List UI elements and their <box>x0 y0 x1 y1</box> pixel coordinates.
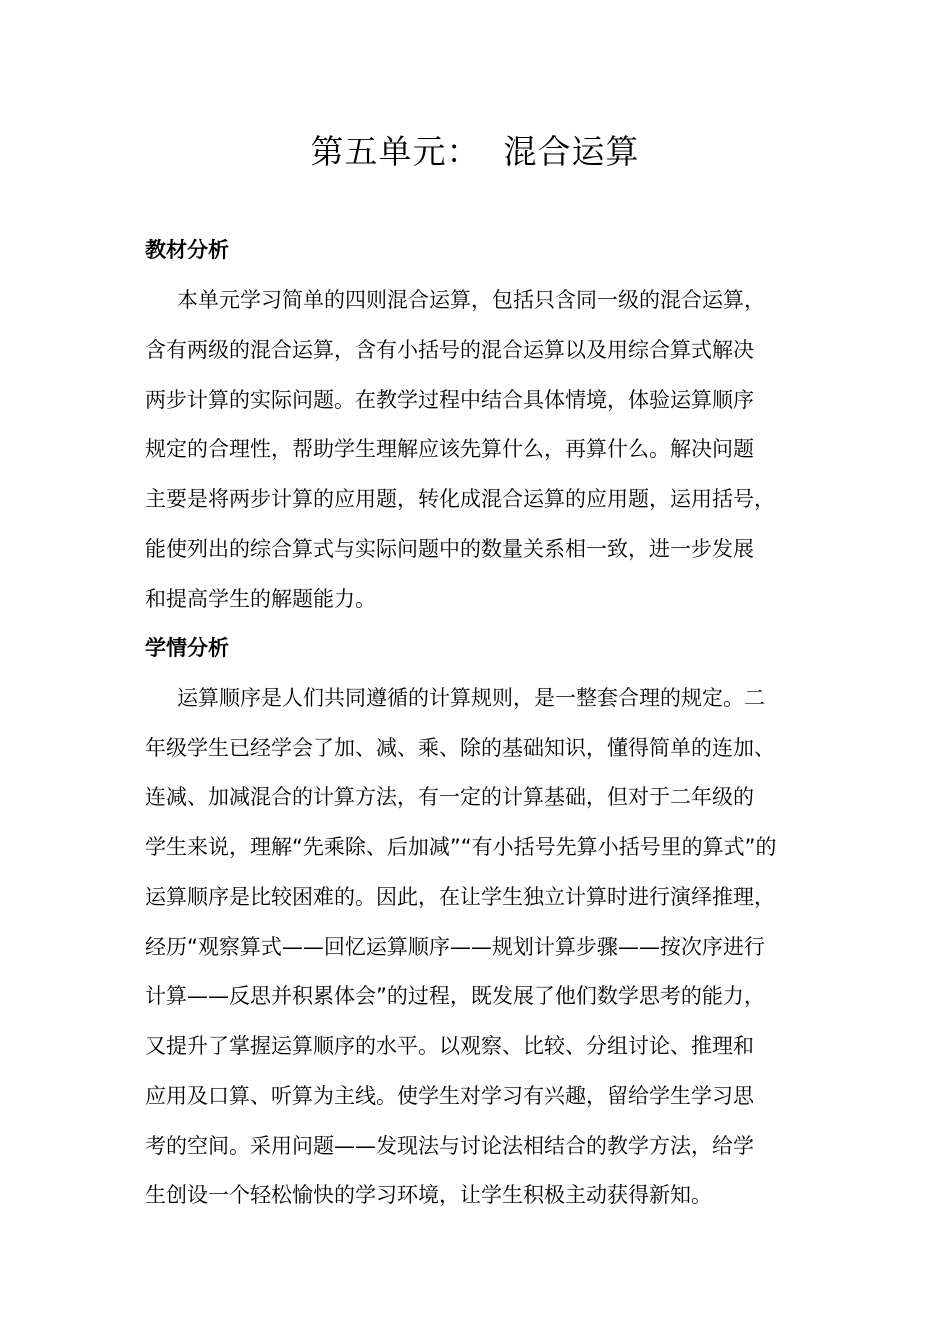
paragraph-line: 能使列出的综合算式与实际问题中的数量关系相一致，进一步发展 <box>145 537 754 561</box>
paragraph-line: 本单元学习简单的四则混合运算，包括只含同一级的混合运算， <box>177 288 765 312</box>
paragraph-line: 主要是将两步计算的应用题，转化成混合运算的应用题，运用括号， <box>145 487 775 511</box>
page-title: 第五单元： 混合运算 <box>310 132 640 171</box>
paragraph-line: 连减、加减混合的计算方法，有一定的计算基础，但对于二年级的 <box>145 785 754 809</box>
paragraph-line: 又提升了掌握运算顺序的水平。以观察、比较、分组讨论、推理和 <box>145 1034 754 1058</box>
paragraph-line: 学生来说，理解“先乘除、后加减”“有小括号先算小括号里的算式”的 <box>145 835 777 859</box>
paragraph-line: 生创设一个轻松愉快的学习环境，让学生积极主动获得新知。 <box>145 1183 712 1207</box>
paragraph-line: 和提高学生的解题能力。 <box>145 587 376 611</box>
paragraph-line: 规定的合理性，帮助学生理解应该先算什么，再算什么。解决问题 <box>145 437 754 461</box>
paragraph-line: 经历“观察算式——回忆运算顺序——规划计算步骤——按次序进行 <box>145 935 765 959</box>
paragraph-line: 两步计算的实际问题。在教学过程中结合具体情境，体验运算顺序 <box>145 388 754 412</box>
paragraph-line: 计算——反思并积累体会”的过程，既发展了他们数学思考的能力， <box>145 984 765 1008</box>
section-heading-student-analysis: 学情分析 <box>145 636 229 660</box>
paragraph-line: 应用及口算、听算为主线。使学生对学习有兴趣，留给学生学习思 <box>145 1084 754 1108</box>
paragraph-line: 年级学生已经学会了加、减、乘、除的基础知识，懂得简单的连加、 <box>145 736 775 760</box>
paragraph-line: 含有两级的混合运算，含有小括号的混合运算以及用综合算式解决 <box>145 338 754 362</box>
paragraph-line: 运算顺序是比较困难的。因此，在让学生独立计算时进行演绎推理， <box>145 885 775 909</box>
paragraph-line: 考的空间。采用问题——发现法与讨论法相结合的教学方法，给学 <box>145 1134 754 1158</box>
section-heading-textbook-analysis: 教材分析 <box>145 238 229 262</box>
paragraph-line: 运算顺序是人们共同遵循的计算规则，是一整套合理的规定。二 <box>177 686 765 710</box>
